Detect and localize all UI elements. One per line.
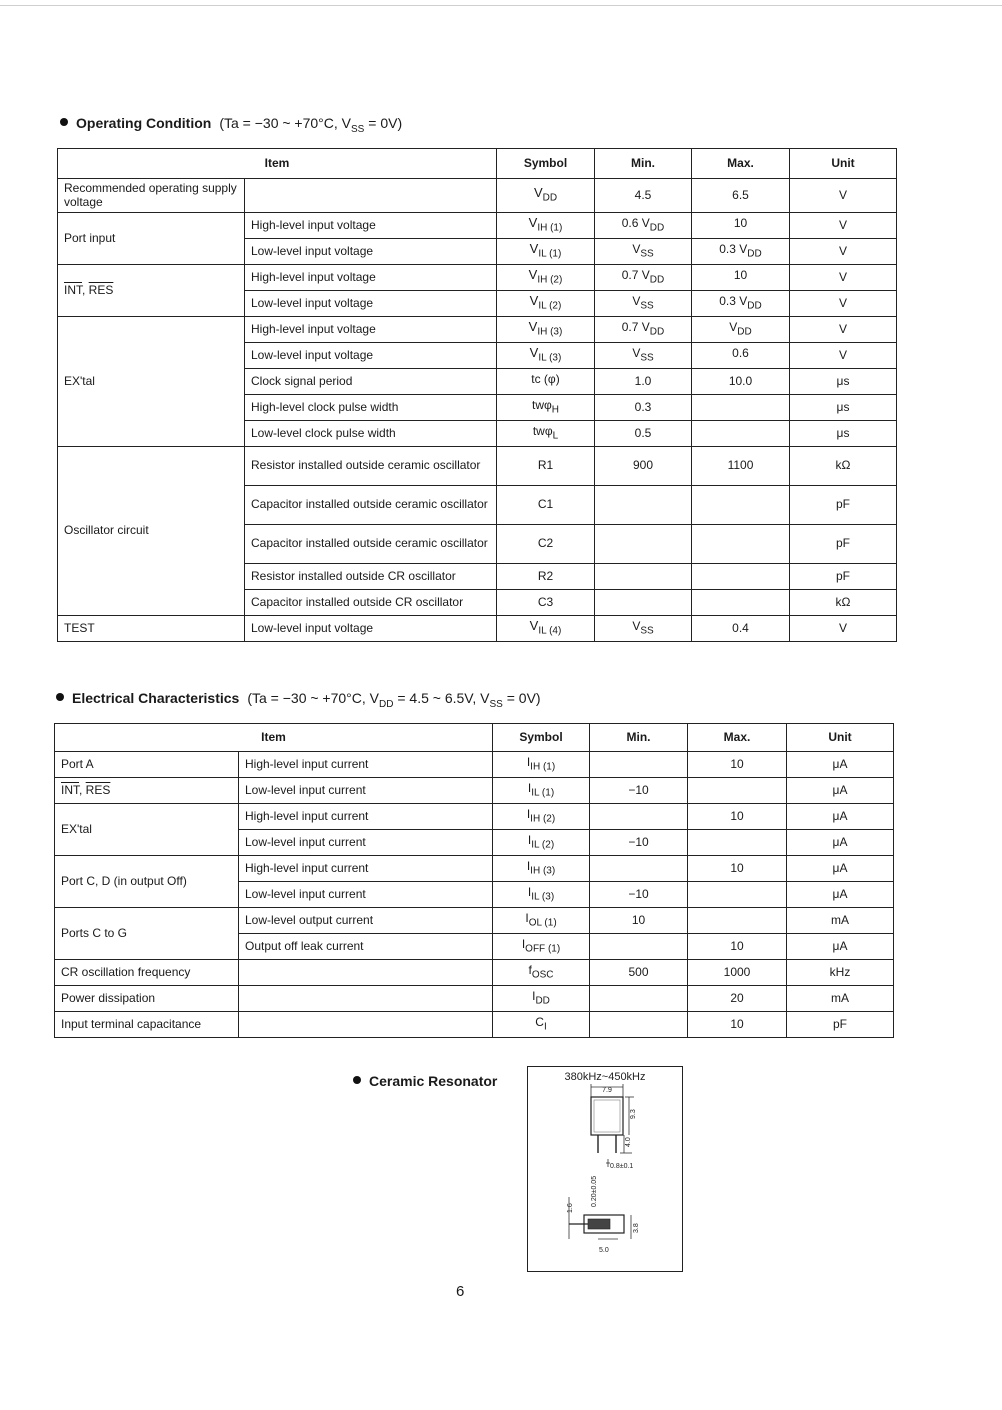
table-row: $\overline{INT}$, $\overline{RES}$ Low-level input current $I_{IL (1)}$ −10 μA <box>55 778 894 804</box>
ceramic-resonator-heading <box>353 1073 505 1089</box>
header-min: Min. <box>595 149 692 179</box>
header-min: Min. <box>590 724 688 752</box>
group-oscillator-circuit: Oscillator circuit <box>58 447 245 616</box>
group-input-capacitance: Input terminal capacitance <box>55 1012 239 1038</box>
resonator-drawing <box>528 1067 682 1271</box>
header-symbol: Symbol <box>493 724 590 752</box>
table-row: Capacitor installed outside ceramic oscillator C1 pF <box>58 486 897 525</box>
table-row: Output off leak current $I_{OFF (1)}$ 10 μA <box>55 934 894 960</box>
dim-depth: 3.8 <box>633 1223 640 1233</box>
table-row: Clock signal period tc (φ) 1.0 10.0 μs <box>58 369 897 395</box>
group-test: TEST <box>58 616 245 642</box>
ceramic-resonator-diagram <box>527 1066 683 1272</box>
header-unit: Unit <box>790 149 897 179</box>
table-row: High-level clock pulse width twφ$_H$ 0.3 μs <box>58 395 897 421</box>
resonator-body <box>591 1097 623 1135</box>
header-symbol: Symbol <box>497 149 595 179</box>
table-row: Ports C to G Low-level output current $I_{OL (1)}$ 10 mA <box>55 908 894 934</box>
table-header-row <box>55 724 894 752</box>
operating-condition-title: Operating Condition <box>76 115 212 131</box>
operating-condition-heading: Operating Condition (Ta = −30 ~ +70°C, $V_{SS} = 0V$) <box>60 115 402 135</box>
header-item: Item <box>58 149 497 179</box>
table-row: EX'tal High-level input voltage $V_{IH (3)}$ 0.7 $V_{DD}$ $V_{DD}$ V <box>58 317 897 343</box>
dim-height: 9.3 <box>630 1109 637 1119</box>
table-row: Capacitor installed outside CR oscillator C3 kΩ <box>58 590 897 616</box>
table-row: EX'tal High-level input current $I_{IH (2)}$ 10 μA <box>55 804 894 830</box>
table-row: Recommended operating supply voltage $V_{DD}$ 4.5 6.5 V <box>58 179 897 213</box>
group-extal: EX'tal <box>55 804 239 856</box>
header-max: Max. <box>692 149 790 179</box>
table-row: Low-level input current $I_{IL (3)}$ −10 μA <box>55 882 894 908</box>
table-row: Oscillator circuit Resistor installed outside ceramic oscillator R1 900 1100 kΩ <box>58 447 897 486</box>
bullet-icon <box>353 1076 361 1084</box>
group-port-cd: Port C, D (in output Off) <box>55 856 239 908</box>
header-unit: Unit <box>787 724 894 752</box>
electrical-characteristics-heading: Electrical Characteristics (Ta = −30 ~ +70°C, $V_{DD} = 4.5$ ~ 6.5V, $V_{SS} = 0V$) <box>56 690 541 710</box>
table-row: Port A High-level input current $I_{IH (1)}$ 10 μA <box>55 752 894 778</box>
table-row: $\overline{INT}$, $\overline{RES}$ High-level input voltage $V_{IH (2)}$ 0.7 $V_{DD}$ 10 V <box>58 265 897 291</box>
header-max: Max. <box>688 724 787 752</box>
table-row: Resistor installed outside CR oscillator R2 pF <box>58 564 897 590</box>
dim-lead-pitch: 0.8±0.1 <box>610 1163 634 1170</box>
group-ports-c-g: Ports C to G <box>55 908 239 960</box>
group-port-a: Port A <box>55 752 239 778</box>
table-row: Power dissipation $I_{DD}$ 20 mA <box>55 986 894 1012</box>
table-row: Port input High-level input voltage $V_{IH (1)}$ 0.6 $V_{DD}$ 10 V <box>58 213 897 239</box>
dim-lead-length: 4.0 <box>625 1137 632 1147</box>
dim-thickness-a: 0.20±0.05 <box>591 1175 598 1207</box>
table-row: Low-level input voltage $V_{IL (3)}$ $V_{SS}$ 0.6 V <box>58 343 897 369</box>
dim-thickness-b: 1.6 <box>567 1203 574 1213</box>
electrical-characteristics-table <box>54 723 894 1038</box>
page-number: 6 <box>456 1283 465 1300</box>
dim-base: 5.0 <box>599 1247 609 1254</box>
electrical-characteristics-title: Electrical Characteristics <box>72 690 240 706</box>
group-port-input: Port input <box>58 213 245 265</box>
ceramic-resonator-title: Ceramic Resonator <box>369 1073 498 1089</box>
frequency-range-label: 380kHz~450kHz <box>564 1071 646 1083</box>
group-int-res: $\overline{INT}$, $\overline{RES}$ <box>58 265 245 317</box>
bullet-icon <box>60 118 68 126</box>
group-int-res: $\overline{INT}$, $\overline{RES}$ <box>55 778 239 804</box>
table-header-row <box>58 149 897 179</box>
bullet-icon <box>56 693 64 701</box>
scan-edge-line <box>0 5 1002 6</box>
operating-condition-table <box>57 148 897 642</box>
group-recommended: Recommended operating supply voltage <box>58 179 245 213</box>
table-row: CR oscillation frequency $f_{OSC}$ 500 1000 kHz <box>55 960 894 986</box>
table-row: Input terminal capacitance $C_I$ 10 pF <box>55 1012 894 1038</box>
dim-width: 7.9 <box>602 1087 612 1094</box>
table-row: Port C, D (in output Off) High-level input current $I_{IH (3)}$ 10 μA <box>55 856 894 882</box>
table-row: Low-level input voltage $V_{IL (2)}$ $V_{SS}$ 0.3 $V_{DD}$ V <box>58 291 897 317</box>
table-row: Low-level input voltage $V_{IL (1)}$ $V_{SS}$ 0.3 $V_{DD}$ V <box>58 239 897 265</box>
table-row: TEST Low-level input voltage $V_{IL (4)}$ $V_{SS}$ 0.4 V <box>58 616 897 642</box>
table-row: Low-level clock pulse width twφ$_L$ 0.5 μs <box>58 421 897 447</box>
header-item: Item <box>55 724 493 752</box>
group-extal: EX'tal <box>58 317 245 447</box>
group-power-dissipation: Power dissipation <box>55 986 239 1012</box>
table-row: Capacitor installed outside ceramic oscillator C2 pF <box>58 525 897 564</box>
group-cr-frequency: CR oscillation frequency <box>55 960 239 986</box>
table-row: Low-level input current $I_{IL (2)}$ −10 μA <box>55 830 894 856</box>
